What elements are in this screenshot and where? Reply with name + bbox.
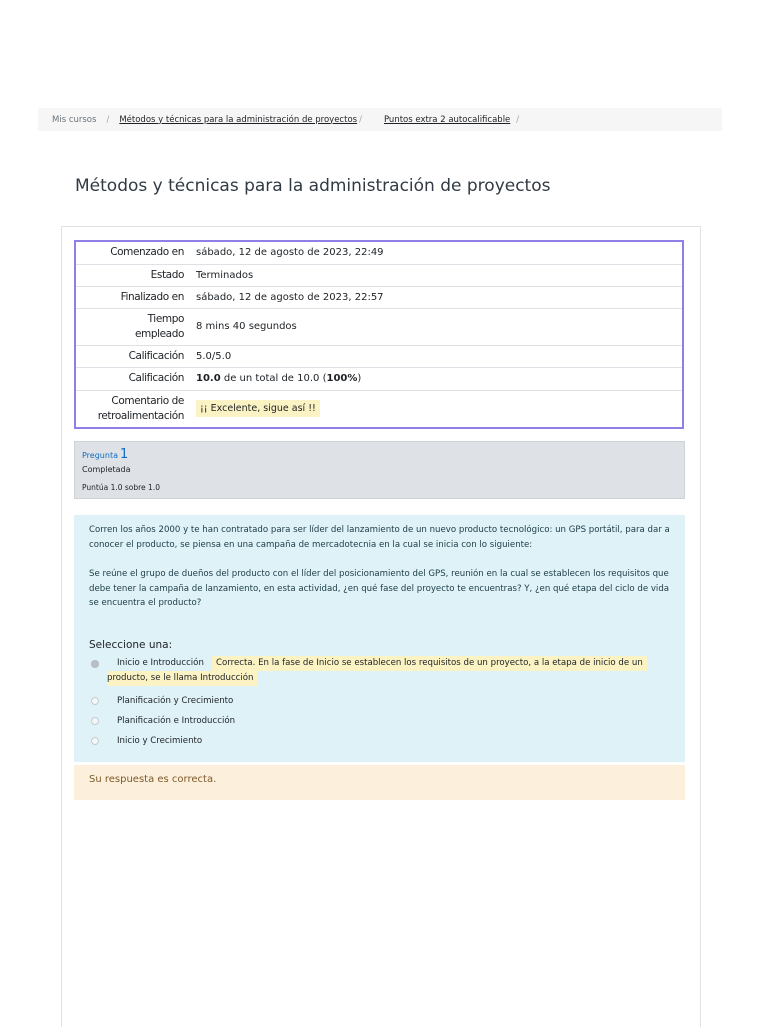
feedback-label-line2: retroalimentación xyxy=(97,409,184,422)
grade-middle: de un total de 10.0 ( xyxy=(223,373,327,384)
grade-percent: 100% xyxy=(326,373,358,384)
feedback-label xyxy=(75,390,188,428)
breadcrumb-separator: / xyxy=(359,114,362,125)
finished-label: Finalizado en xyxy=(75,286,188,308)
answer-list xyxy=(91,656,676,746)
grade-value xyxy=(188,367,683,390)
overall-feedback: ¡¡ Excelente, sigue así !! xyxy=(196,400,320,417)
grade-close: ) xyxy=(357,373,362,384)
feedback-cell xyxy=(188,390,683,428)
answer-option-label: Inicio e Introducción xyxy=(117,658,204,668)
started-label: Comenzado en xyxy=(75,241,188,264)
radio-icon[interactable] xyxy=(91,717,99,725)
time-label-line2: empleado xyxy=(134,327,184,340)
answer-option xyxy=(91,656,676,686)
grade-score: 10.0 xyxy=(196,373,221,384)
question-text-paragraph-2: Se reúne el grupo de dueños del producto con el líder del posicionamiento del GPS, reunión en la cual se establecen los requisitos que debe tener la campaña de lanzamiento, en esta actividad, ¿en qué fase del proyecto te encuentras? Y, ¿en qué etapa del ciclo de vida se encuentra el producto? xyxy=(89,569,670,608)
breadcrumb-my-courses[interactable]: Mis cursos xyxy=(52,114,97,125)
outcome-text: Su respuesta es correcta. xyxy=(89,774,217,785)
question-number xyxy=(82,447,128,462)
question-outcome xyxy=(74,765,685,800)
question-number-value: 1 xyxy=(119,447,129,462)
radio-icon[interactable] xyxy=(91,697,99,705)
time-label-line1: Tiempo xyxy=(147,312,184,325)
summary-row-started xyxy=(75,241,683,264)
feedback-label-line1: Comentario de xyxy=(111,394,184,407)
grade-label: Calificación xyxy=(75,367,188,390)
breadcrumb-quiz-link[interactable]: Puntos extra 2 autocalificable xyxy=(383,114,511,125)
summary-row-marks xyxy=(75,345,683,367)
question-info-panel xyxy=(74,441,685,499)
question-grade: Puntúa 1.0 sobre 1.0 xyxy=(82,483,160,492)
radio-icon[interactable] xyxy=(91,737,99,745)
breadcrumb xyxy=(38,108,722,131)
answer-feedback-continued: producto, se le llama Introducción xyxy=(107,671,257,686)
marks-value: 5.0/5.0 xyxy=(188,345,683,367)
breadcrumb-course-link[interactable]: Métodos y técnicas para la administración de proyectos xyxy=(119,114,358,125)
summary-row-time xyxy=(75,308,683,345)
state-value: Terminados xyxy=(188,264,683,286)
question-content xyxy=(74,515,685,762)
question-text-paragraph-1: Corren los años 2000 y te han contratado para ser líder del lanzamiento de un nuevo producto tecnológico: un GPS portátil, para dar a conocer el producto, se piensa en una campaña de mercadotecnia en la cual se inicia con lo siguiente: xyxy=(89,525,670,550)
summary-row-grade xyxy=(75,367,683,390)
answer-prompt: Seleccione una: xyxy=(89,639,173,651)
summary-row-finished xyxy=(75,286,683,308)
started-value: sábado, 12 de agosto de 2023, 22:49 xyxy=(188,241,683,264)
time-label xyxy=(75,308,188,345)
question-prefix: Pregunta xyxy=(82,451,118,460)
answer-feedback: Correcta. En la fase de Inicio se establecen los requisitos de un proyecto, a la etapa de inicio de un xyxy=(212,656,647,671)
breadcrumb-separator: / xyxy=(516,114,520,125)
state-label: Estado xyxy=(75,264,188,286)
time-value: 8 mins 40 segundos xyxy=(188,308,683,345)
radio-selected-icon[interactable] xyxy=(91,660,99,668)
summary-row-state xyxy=(75,264,683,286)
finished-value: sábado, 12 de agosto de 2023, 22:57 xyxy=(188,286,683,308)
breadcrumb-separator: / xyxy=(106,114,110,125)
summary-row-feedback xyxy=(75,390,683,428)
marks-label: Calificación xyxy=(75,345,188,367)
answer-option-label: Inicio y Crecimiento xyxy=(117,736,203,746)
quiz-review-summary xyxy=(74,240,684,429)
answer-option-label: Planificación e Introducción xyxy=(117,716,236,726)
page-title: Métodos y técnicas para la administración de proyectos xyxy=(75,176,551,196)
answer-option-label: Planificación y Crecimiento xyxy=(117,696,234,706)
question-state: Completada xyxy=(82,465,131,474)
